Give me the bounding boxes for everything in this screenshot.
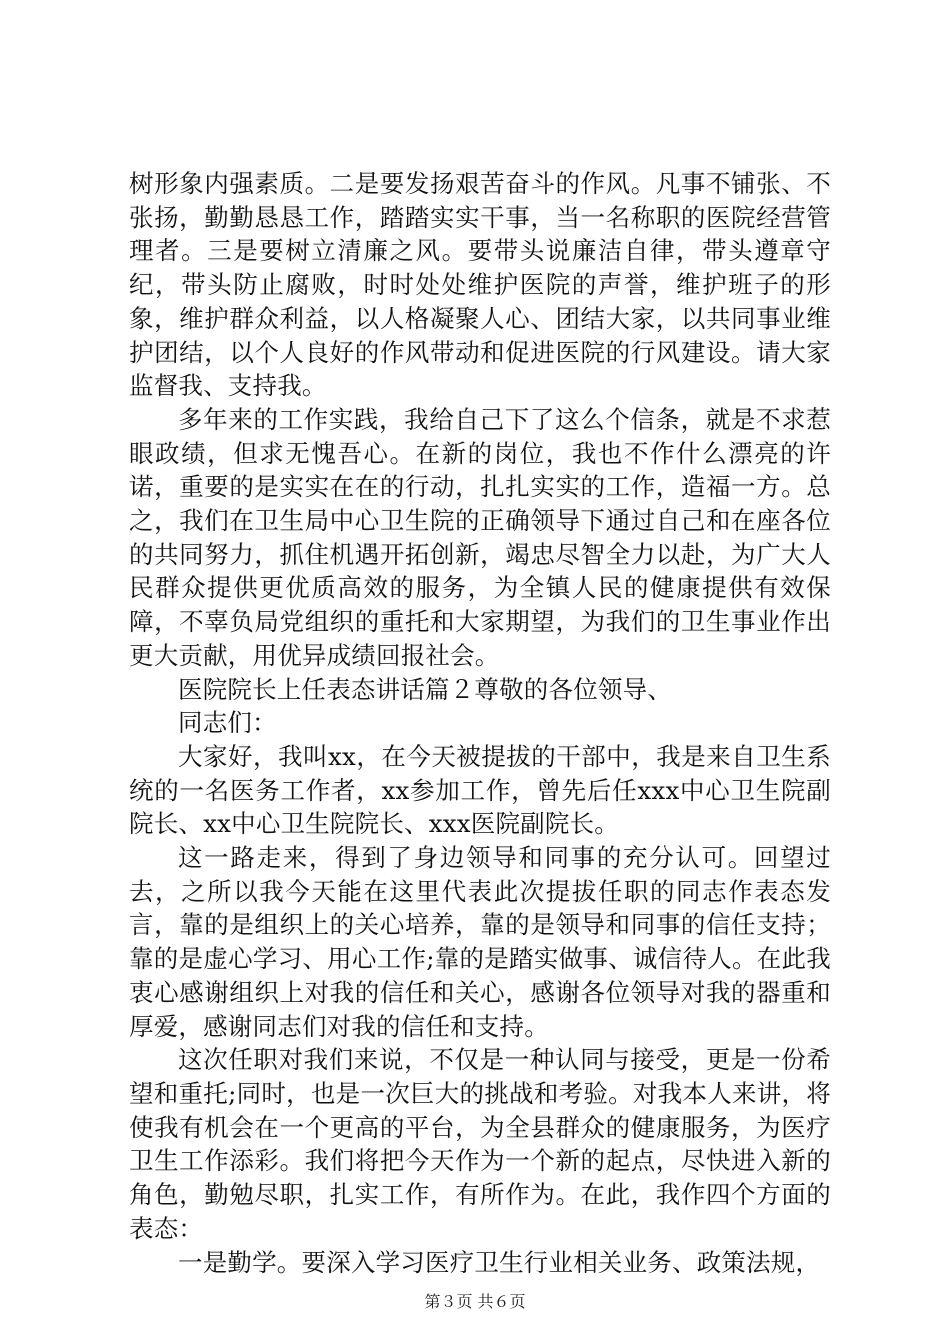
paragraph-first-point: 一是勤学。要深入学习医疗卫生行业相关业务、政策法规， bbox=[178, 1247, 821, 1277]
paragraph-2: 多年来的工作实践，我给自己下了这么个信条，就是不求惹眼政绩，但求无愧吾心。在新的岗位，我也不作什么漂亮的许诺，重要的是实实在在的行动，扎扎实实的工作，造福一方。总之，我们在卫生局中心卫生院的正确领导下通过自己和在座各位的共同努力，抓住机遇开拓创新，竭忠尽智全力以赴，为广大人民群众提供更优质高效的服务，为全镇人民的健康提供有效保障，不辜负局党组织的重托和大家期望，为我们的卫生事业作出更大贡献，用优异成绩回报社会。 bbox=[129, 404, 831, 670]
section-heading: 医院院长上任表态讲话篇２尊敬的各位领导、 bbox=[178, 674, 672, 704]
paragraph-1: 树形象内强素质。二是要发扬艰苦奋斗的作风。凡事不铺张、不张扬，勤勤恳恳工作，踏踏实实干事，当一名称职的医院经营管理者。三是要树立清廉之风。要带头说廉洁自律，带头遵章守纪，带头防止腐败，时时处处维护医院的声誉，维护班子的形象，维护群众利益，以人格凝聚人心、团结大家，以共同事业维护团结，以个人良好的作风带动和促进医院的行风建设。请大家监督我、支持我。 bbox=[129, 169, 831, 401]
salutation: 同志们： bbox=[178, 708, 277, 738]
paragraph-introduction: 大家好，我叫xx，在今天被提拔的干部中，我是来自卫生系统的一名医务工作者，xx参加工作，曾先后任xxx中心卫生院副院长、xx中心卫生院院长、xxx医院副院长。 bbox=[129, 741, 831, 839]
document-body bbox=[129, 167, 831, 1279]
paragraph-commitment: 这次任职对我们来说，不仅是一种认同与接受，更是一份希望和重托;同时，也是一次巨大的挑战和考验。对我本人来讲，将使我有机会在一个更高的平台，为全县群众的健康服务，为医疗卫生工作添彩。我们将把今天作为一个新的起点，尽快进入新的角色，勤勉尽职，扎实工作，有所作为。在此，我作四个方面的表态： bbox=[129, 1045, 831, 1243]
page-footer: 第３页 共６页 bbox=[424, 1292, 526, 1311]
paragraph-gratitude: 这一路走来，得到了身边领导和同事的充分认可。回望过去，之所以我今天能在这里代表此次提拔任职的同志作表态发言，靠的是组织上的关心培养，靠的是领导和同事的信任支持；靠的是虚心学习、用心工作;靠的是踏实做事、诚信待人。在此我衷心感谢组织上对我的信任和关心，感谢各位领导对我的器重和厚爱，感谢同志们对我的信任和支持。 bbox=[129, 843, 831, 1041]
